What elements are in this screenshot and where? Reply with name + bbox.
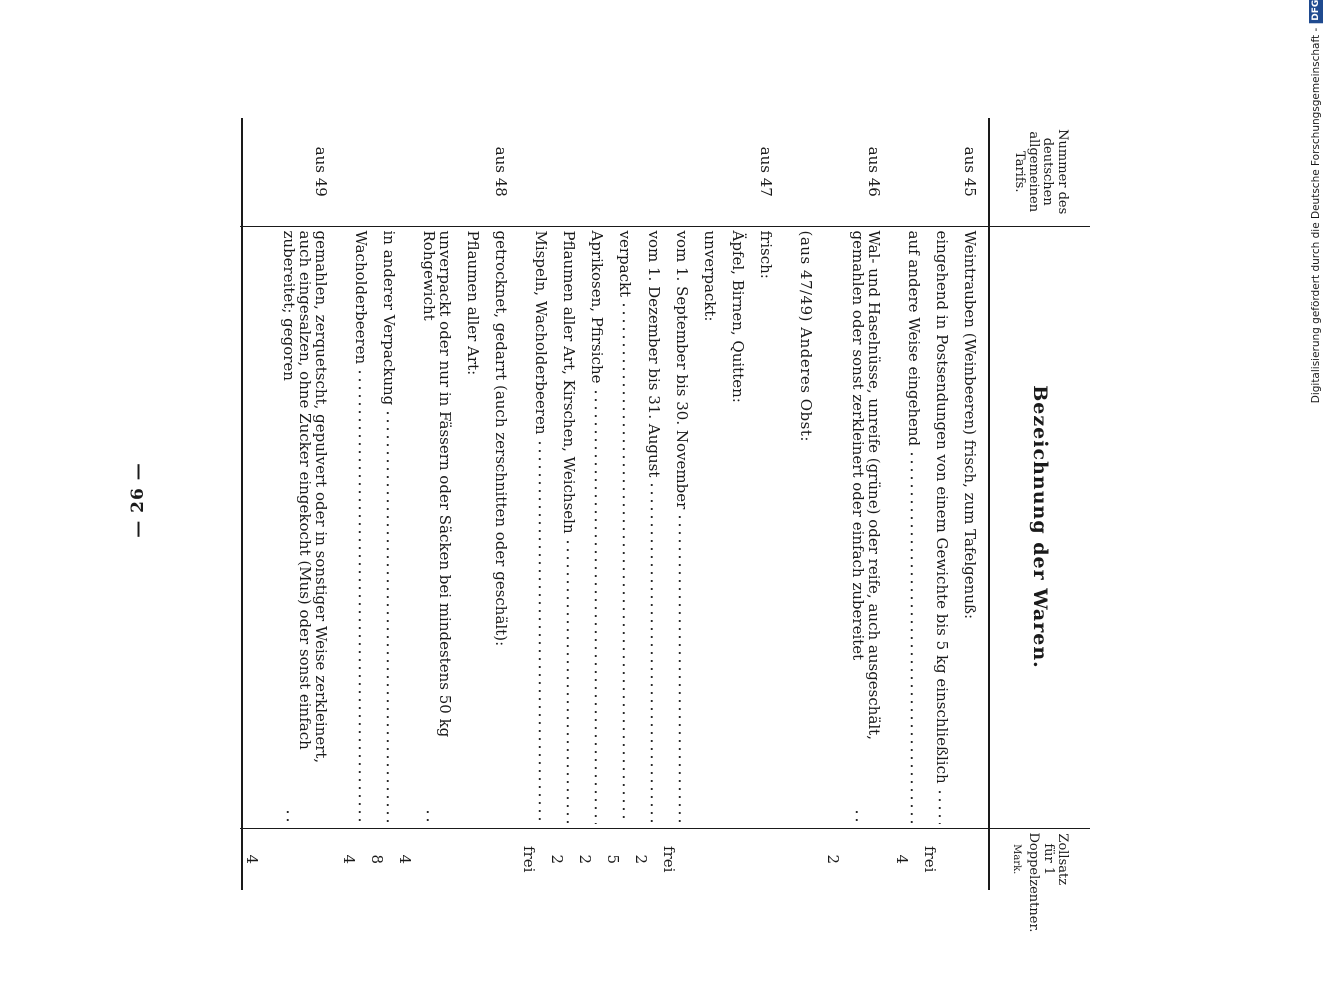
table-row — [632, 118, 660, 890]
goods-description-text: Pflaumen aller Art, Kirschen, Weichseln — [560, 230, 579, 534]
table-row — [452, 118, 480, 890]
goods-description — [396, 226, 455, 828]
header-tariff-number: Nummer des deutschen allgemeinen Tarifs. — [989, 118, 1090, 226]
dfg-logo-icon: DFG — [1309, 0, 1323, 24]
tariff-number — [893, 118, 921, 226]
goods-description — [604, 226, 635, 828]
duty-rate — [689, 828, 717, 890]
duty-rate: 4 — [339, 854, 358, 865]
goods-description-text: verpackt — [616, 230, 635, 298]
goods-description — [576, 226, 607, 828]
leader-dots — [592, 388, 597, 824]
duty-rate: frei — [520, 846, 539, 873]
table-row — [396, 118, 452, 890]
duty-rate — [785, 828, 813, 890]
tariff-number — [576, 118, 604, 226]
table-row — [921, 118, 949, 890]
leader-dots — [536, 439, 541, 824]
rotated-tariff-page — [240, 118, 1090, 933]
duty-rate: 4 — [892, 854, 911, 865]
goods-description — [520, 226, 551, 828]
tariff-number — [785, 118, 813, 226]
duty-rate: frei — [660, 846, 679, 873]
table-row — [368, 118, 396, 890]
goods-description-text: gemahlen, zerquetscht, gepulvert oder in sonstiger Weise zerkleinert, auch eingesalzen, ohne Zucker eingekocht (Mus) oder sonst einfach zubereitet; gegoren — [280, 230, 330, 764]
leader-dots — [648, 481, 653, 823]
duty-rate: 2 — [548, 854, 567, 865]
duty-rate-unit: Mark. — [1011, 844, 1023, 875]
tariff-number: aus 46 — [825, 118, 881, 226]
duty-rate — [480, 828, 508, 890]
leader-dots — [383, 409, 388, 823]
tariff-number: aus 48 — [480, 118, 508, 226]
goods-description — [661, 226, 689, 828]
goods-description: Äpfel, Birnen, Quitten: — [717, 226, 745, 828]
tariff-number — [632, 118, 660, 226]
goods-description-text: eingehend in Postsendungen von einem Gewichte bis 5 kg einschließlich — [932, 230, 951, 784]
goods-description-text: Wal- und Haselnüsse, unreife (grüne) oder reife, auch ausgeschält, gemahlen oder sonst zerkleinert oder einfach zubereitet — [849, 230, 883, 740]
table-row — [520, 118, 548, 890]
duty-rate-label: Zollsatz für 1 Doppelzentner. — [1026, 832, 1070, 933]
dfg-watermark — [1309, 0, 1323, 403]
table-row — [949, 118, 977, 890]
table-row — [825, 118, 881, 890]
leader-dots — [284, 808, 289, 824]
spacer-row — [508, 118, 520, 890]
tariff-number: aus 49 — [242, 118, 328, 226]
duty-rate — [717, 828, 745, 890]
goods-description: Pflaumen aller Art: — [452, 226, 480, 828]
tariff-number — [661, 118, 689, 226]
duty-rate: 2 — [824, 854, 843, 865]
goods-description-text: Wacholderbeeren — [352, 230, 371, 365]
duty-rate: 8 — [367, 854, 386, 865]
table-row — [689, 118, 717, 890]
duty-rate: 4 — [242, 828, 328, 890]
goods-description-text: Mispeln, Wacholderbeeren — [532, 230, 551, 435]
leader-dots — [424, 808, 429, 824]
tariff-number — [452, 118, 480, 226]
tariff-number — [689, 118, 717, 226]
goods-description-text: vom 1. Dezember bis 31. August — [644, 230, 663, 478]
goods-description-text: vom 1. September bis 30. November — [672, 230, 691, 510]
duty-rate — [949, 828, 977, 890]
duty-rate — [452, 828, 480, 890]
duty-rate: 2 — [632, 854, 651, 865]
header-duty-rate — [989, 828, 1090, 933]
filler-row — [240, 118, 242, 890]
duty-rate: frei — [920, 846, 939, 873]
table-row — [242, 118, 328, 890]
duty-rate: 5 — [604, 854, 623, 865]
header-goods-description: Bezeichnung der Waren. — [989, 226, 1090, 828]
tariff-number — [520, 118, 548, 226]
goods-description — [893, 226, 921, 828]
table-header-row — [989, 118, 1090, 890]
tariff-number — [921, 118, 949, 226]
leader-dots — [355, 368, 360, 823]
leader-dots — [676, 513, 681, 823]
tariff-number — [717, 118, 745, 226]
table-row — [576, 118, 604, 890]
tariff-number — [368, 118, 396, 226]
leader-dots — [852, 808, 857, 824]
goods-description: unverpackt: — [689, 226, 717, 828]
table-row — [893, 118, 921, 890]
table-row — [745, 118, 773, 890]
goods-description: frisch: — [745, 226, 773, 828]
table-row — [661, 118, 689, 890]
tariff-number: aus 47 — [745, 118, 773, 226]
tariff-number — [340, 118, 368, 226]
goods-description-text: unverpackt oder nur in Fässern oder Säcken bei mindestens 50 kg Rohgewicht — [420, 230, 455, 738]
duty-rate: 4 — [395, 854, 414, 865]
tariff-table — [240, 118, 1090, 933]
table-row — [717, 118, 745, 890]
table-row — [480, 118, 508, 890]
section-heading: (aus 47/49) Anderes Obst: — [785, 226, 813, 828]
goods-description-text: in anderer Verpackung — [380, 230, 399, 406]
duty-rate: 2 — [576, 854, 595, 865]
leader-dots — [908, 450, 913, 823]
goods-description-text: Aprikosen, Pfirsiche — [588, 230, 607, 384]
leader-dots — [564, 538, 569, 824]
goods-description-text: auf andere Weise eingehend — [904, 230, 923, 447]
goods-description — [921, 226, 949, 828]
tariff-number: aus 45 — [949, 118, 977, 226]
page-number: — 26 — — [128, 462, 148, 538]
goods-description: Weintrauben (Weinbeeren) frisch, zum Tafelgenuß: — [949, 226, 977, 828]
leader-dots — [936, 788, 941, 824]
duty-rate — [745, 828, 773, 890]
goods-description — [368, 226, 399, 828]
goods-description — [340, 226, 371, 828]
table-row — [785, 118, 813, 890]
table-row — [548, 118, 576, 890]
leader-dots — [620, 301, 625, 823]
table-row — [340, 118, 368, 890]
tariff-number — [548, 118, 576, 226]
goods-description — [825, 226, 881, 828]
tariff-number — [604, 118, 632, 226]
goods-description: getrocknet, gedarrt (auch zerschnitten oder geschält): — [480, 226, 508, 828]
goods-description — [548, 226, 579, 828]
goods-description — [242, 226, 328, 828]
table-row — [604, 118, 632, 890]
watermark-text: Digitalisierung gefördert durch die Deutsche Forschungsgemeinschaft - — [1310, 27, 1322, 404]
tariff-number — [396, 118, 452, 226]
goods-description — [632, 226, 663, 828]
